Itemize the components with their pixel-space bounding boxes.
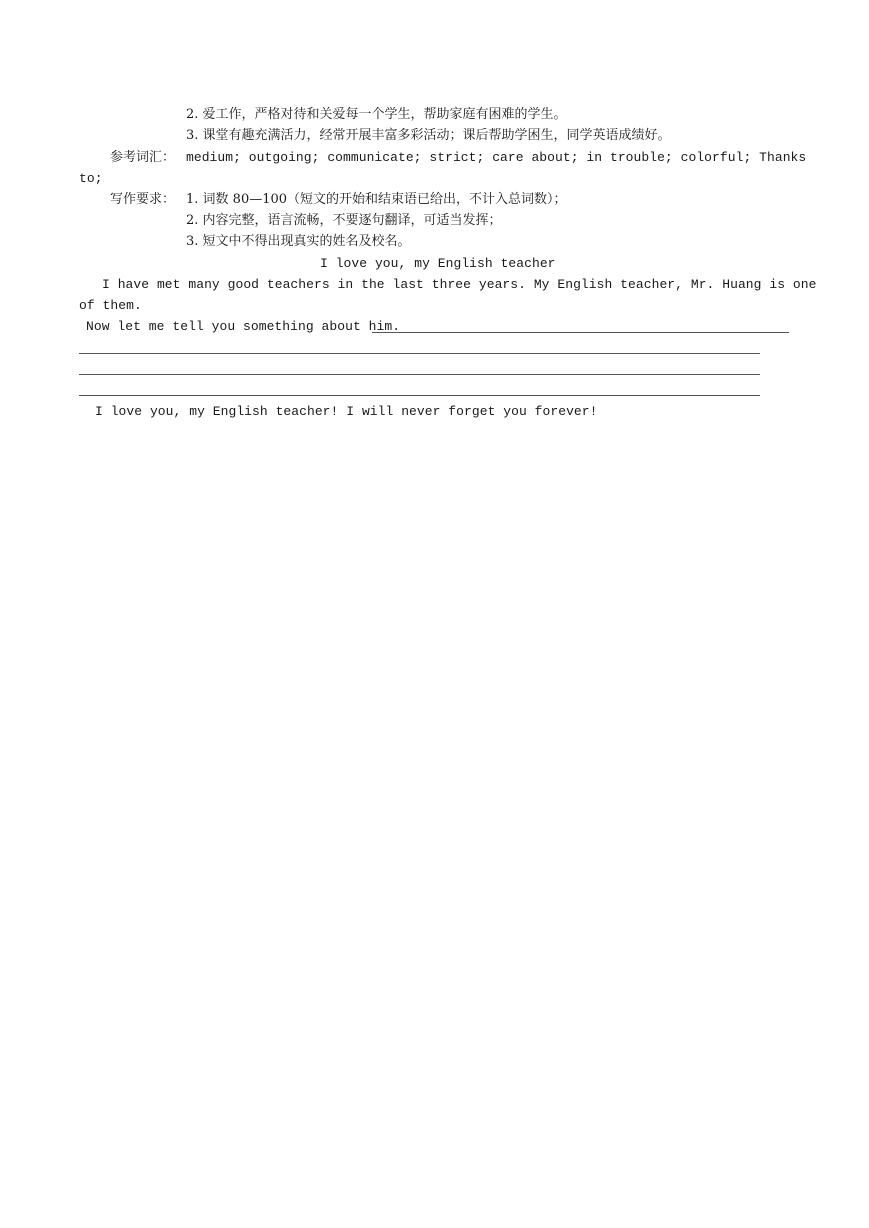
writing-requirements-label: 写作要求： <box>110 192 176 207</box>
essay-opening-line-3: Now let me tell you something about him. <box>86 319 401 334</box>
writing-line[interactable] <box>79 374 760 375</box>
writing-requirement-1: 1. 词数 80—100（短文的开始和结束语已给出，不计入总词数）； <box>186 192 567 207</box>
essay-title: I love you, my English teacher <box>320 256 556 271</box>
essay-closing: I love you, my English teacher! I will never forget you forever! <box>95 404 598 419</box>
vocab-label: 参考词汇： <box>110 150 176 165</box>
vocab-list-continued: to; <box>79 171 103 186</box>
content-point-2: 2. 爱工作，严格对待和关爱每一个学生，帮助家庭有困难的学生。 <box>186 107 567 122</box>
essay-opening-line-1: I have met many good teachers in the last three years. My English teacher, Mr. Huang is one <box>102 277 817 292</box>
essay-opening-line-2: of them. <box>79 298 142 313</box>
writing-requirement-2: 2. 内容完整，语言流畅，不要逐句翻译，可适当发挥； <box>186 213 502 228</box>
content-point-3: 3. 课堂有趣充满活力，经常开展丰富多彩活动；课后帮助学困生，同学英语成绩好。 <box>186 128 671 143</box>
writing-requirement-3: 3. 短文中不得出现真实的姓名及校名。 <box>186 234 411 249</box>
writing-line[interactable] <box>79 395 760 396</box>
writing-line[interactable] <box>372 332 789 333</box>
vocab-list: medium; outgoing; communicate; strict; care about; in trouble; colorful; Thanks <box>186 150 807 165</box>
writing-line[interactable] <box>79 353 760 354</box>
